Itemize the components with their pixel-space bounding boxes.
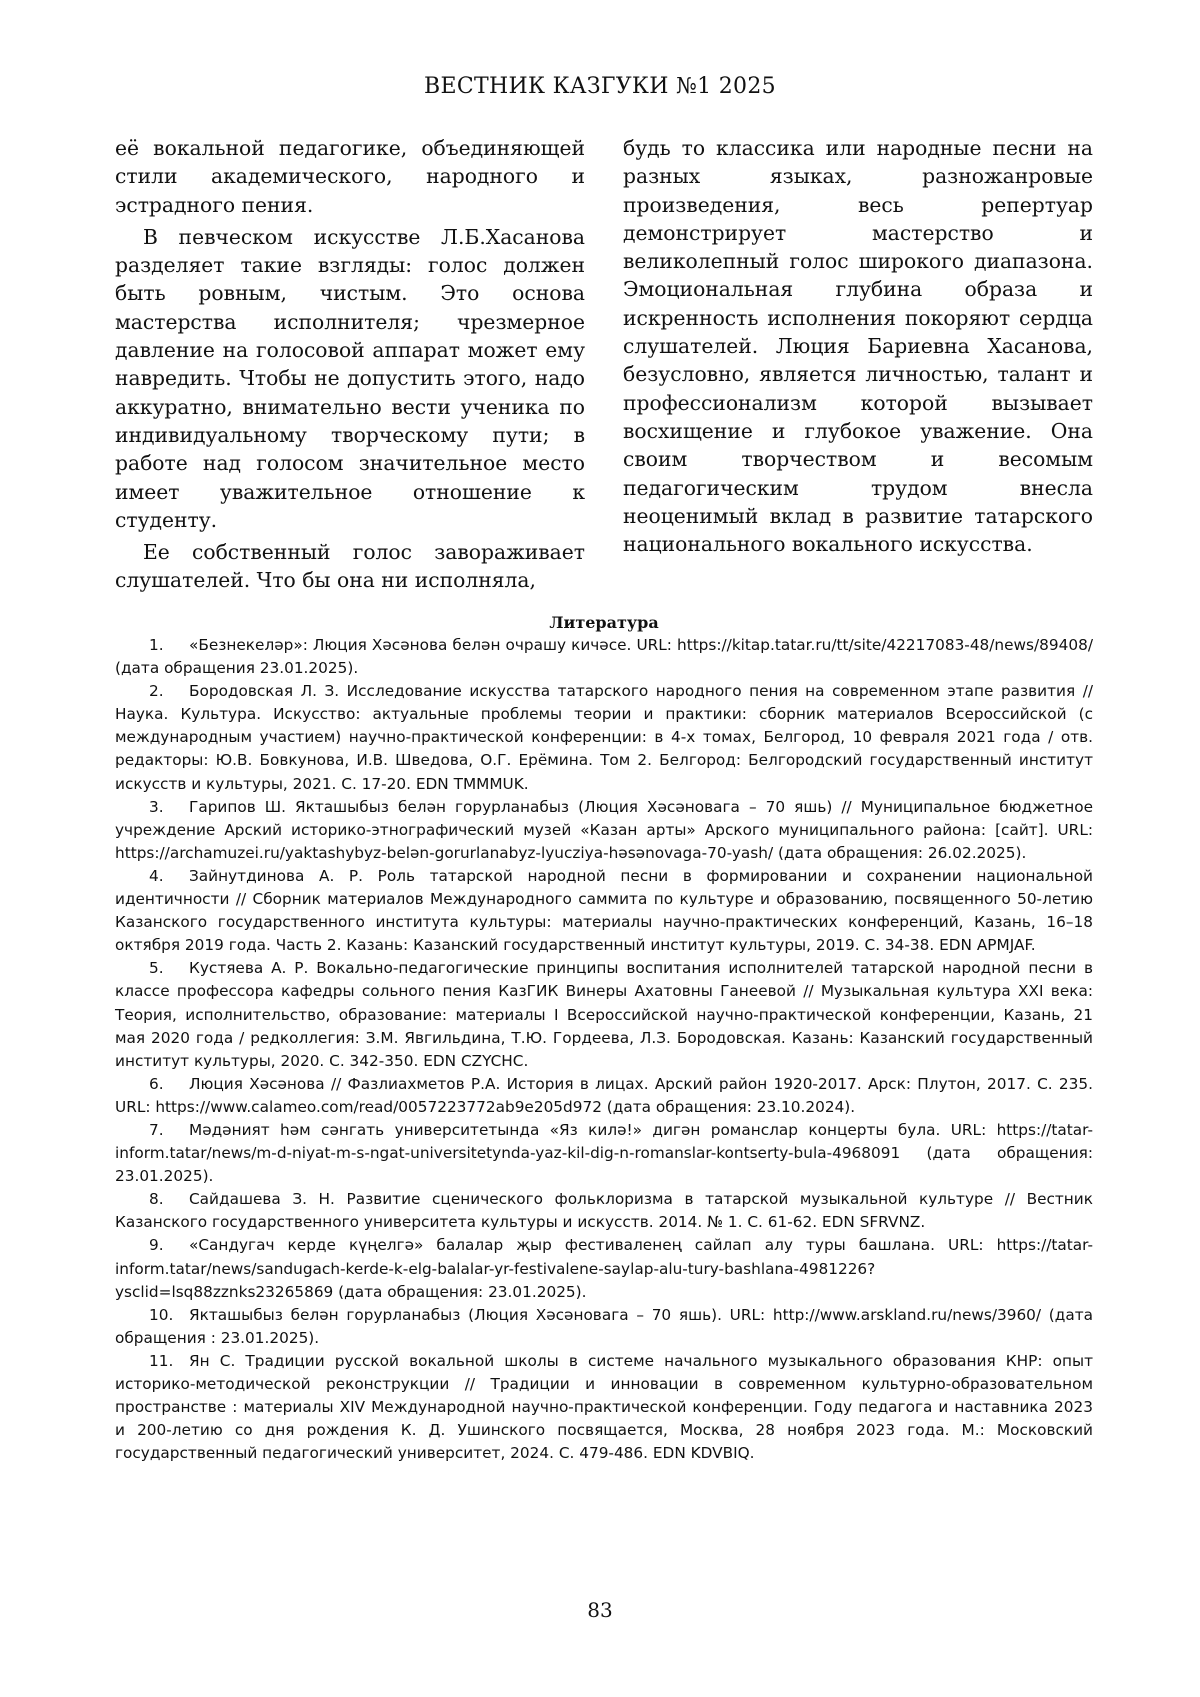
reference-text: «Безнекеләр»: Люция Хәсәнова белән очрашу кичәсе. URL: https://kitap.tatar.ru/tt/site/42217083-48/news/89408/ (дата обращения 23.01.2025). — [115, 636, 1093, 678]
running-head: ВЕСТНИК КАЗГУКИ №1 2025 — [424, 74, 776, 99]
page-number: 83 — [587, 1598, 613, 1622]
reference-number: 9. — [149, 1236, 164, 1255]
reference-number: 11. — [149, 1351, 174, 1370]
reference-number: 3. — [149, 797, 164, 816]
reference-item — [115, 865, 1093, 957]
left-column — [115, 134, 585, 595]
reference-number: 6. — [149, 1074, 164, 1093]
paragraph: В певческом искусстве Л.Б.Хасанова разделяет такие взгляды: голос должен быть ровным, чистым. Это основа мастерства исполнителя; чрезмерное давление на голосовой аппарат может ему навредить. Чтобы не допустить этого, надо аккуратно, внимательно вести ученика по индивидуальному творческому пути; в работе над голосом значительное место имеет уважительное отношение к студенту. — [115, 224, 585, 532]
reference-text: «Сандугач керде күңелгә» балалар җыр фестиваленең сайлап алу туры башлана. URL: https://tatar-inform.tatar/news/sandugach-kerde-k-elg-balalar-yr-festivalene-saylap-alu-tury-bashlana-4981226?ysclid=lsq88zznks23265869 (дата обращения: 23.01.2025). — [115, 1236, 1093, 1301]
reference-item — [115, 1350, 1093, 1465]
reference-item — [115, 957, 1093, 1072]
reference-text: Бородовская Л. З. Исследование искусства татарского народного пения на современном этапе развития // Наука. Культура. Искусство: актуальные проблемы теории и практики: сборник материалов Всероссийской (с международным участием) научно-практической конференции: в 4-х томах, Белгород, 10 февраля 2021 года / отв. редакторы: Ю.В. Бовкунова, И.В. Шведова, О.Г. Ерёмина. Том 2. Белгород: Белгородский государственный институт искусств и культуры, 2021. С. 17-20. EDN TMMMUK. — [115, 682, 1093, 793]
reference-item — [115, 634, 1093, 680]
reference-item — [115, 680, 1093, 795]
paragraph: будь то классика или народные песни на разных языках, разножанровые произведения, весь репертуар демонстрирует мастерство и великолепный голос широкого диапазона. Эмоциональная глубина образа и искренность исполнения покоряют сердца слушателей. Люция Бариевна Хасанова, безусловно, является личностью, талант и профессионализм которой вызывает восхищение и глубокое уважение. Она своим творчеством и весомым педагогическим трудом внесла неоценимый вклад в развитие татарского национального вокального искусства. — [623, 136, 1093, 557]
reference-text: Сайдашева З. Н. Развитие сценического фольклоризма в татарской музыкальной культуре // Вестник Казанского государственного университета культуры и искусств. 2014. № 1. С. 61-62. EDN SFRVNZ. — [115, 1190, 1093, 1232]
reference-number: 4. — [149, 866, 164, 885]
reference-number: 7. — [149, 1120, 164, 1139]
reference-text: Якташыбыз белән горурланабыз (Люция Хәсәновага – 70 яшь). URL: http://www.arskland.ru/news/3960/ (дата обращения : 23.01.2025). — [115, 1305, 1093, 1347]
right-column — [623, 134, 1093, 595]
references-list — [115, 634, 1093, 1465]
reference-item — [115, 796, 1093, 865]
references-title: Литература — [549, 613, 659, 632]
reference-text: Ян С. Традиции русской вокальной школы в системе начального музыкального образования КНР: опыт историко-методической реконструкции // Традиции и инновации в современном культурно-образовательном пространстве : материалы XIV Международной научно-практической конференции. Году педагога и наставника 2023 и 200-летию со дня рождения К. Д. Ушинского посвящается, Москва, 28 ноября 2023 года. М.: Московский государственный педагогический университет, 2024. С. 479-486. EDN KDVBIQ. — [115, 1351, 1093, 1463]
reference-item — [115, 1304, 1093, 1350]
reference-number: 1. — [149, 636, 164, 654]
reference-number: 10. — [149, 1305, 174, 1324]
reference-text: Гарипов Ш. Якташыбыз белән горурланабыз (Люция Хәсәновага – 70 яшь) // Муниципальное бюджетное учреждение Арский историко-этнографический музей «Казан арты» Арского муниципального района: [сайт]. URL: https://archamuzei.ru/yaktashybyz-belən-gorurlanabyz-lyucziya-həsənovaga-70-yash/ (дата обращения: 26.02.2025). — [115, 797, 1093, 862]
paragraph: Ее собственный голос завораживает слушателей. Что бы она ни исполняла, — [115, 540, 585, 593]
paragraph: её вокальной педагогике, объединяющей стили академического, народного и эстрадного пения. — [115, 136, 585, 217]
reference-number: 5. — [149, 959, 164, 978]
reference-item — [115, 1073, 1093, 1119]
reference-text: Мәдәният һәм сәнгать университетында «Яз килә!» дигән романслар концерты була. URL: https://tatar-inform.tatar/news/m-d-niyat-m-s-ngat-universitetynda-yaz-kil-dig-n-romanslar-kontserty-bula-4968091 (дата обращения: 23.01.2025). — [115, 1120, 1093, 1186]
reference-text: Зайнутдинова А. Р. Роль татарской народной песни в формировании и сохранении национальной идентичности // Сборник материалов Международного саммита по культуре и образованию, посвященного 50-летию Казанского государственного института культуры: материалы научно-практических конференций, Казань, 16–18 октября 2019 года. Часть 2. Казань: Казанский государственный институт культуры, 2019. С. 34-38. EDN APMJAF. — [115, 866, 1093, 955]
reference-number: 2. — [149, 682, 164, 701]
reference-text: Люция Хәсәнова // Фазлиахметов Р.А. История в лицах. Арский район 1920-2017. Арск: Плутон, 2017. С. 235. URL: https://www.calameo.com/read/0057223772ab9e205d972 (дата обращения: 23.10.2024). — [115, 1074, 1093, 1116]
reference-item — [115, 1119, 1093, 1188]
reference-item — [115, 1234, 1093, 1303]
body-text — [115, 134, 1093, 595]
reference-item — [115, 1188, 1093, 1234]
reference-number: 8. — [149, 1190, 164, 1209]
reference-text: Кустяева А. Р. Вокально-педагогические принципы воспитания исполнителей татарской народной песни в классе профессора кафедры сольного пения КазГИК Винеры Ахатовны Ганеевой // Музыкальная культура XXI века: Теория, исполнительство, образование: материалы I Всероссийской научно-практической конференции, Казань, 21 мая 2020 года / редколлегия: З.М. Явгильдина, Т.Ю. Гордеева, Л.З. Бородовская. Казань: Казанский государственный институт культуры, 2020. С. 342-350. EDN CZYCHC. — [115, 959, 1093, 1070]
references-section — [115, 611, 1093, 1465]
